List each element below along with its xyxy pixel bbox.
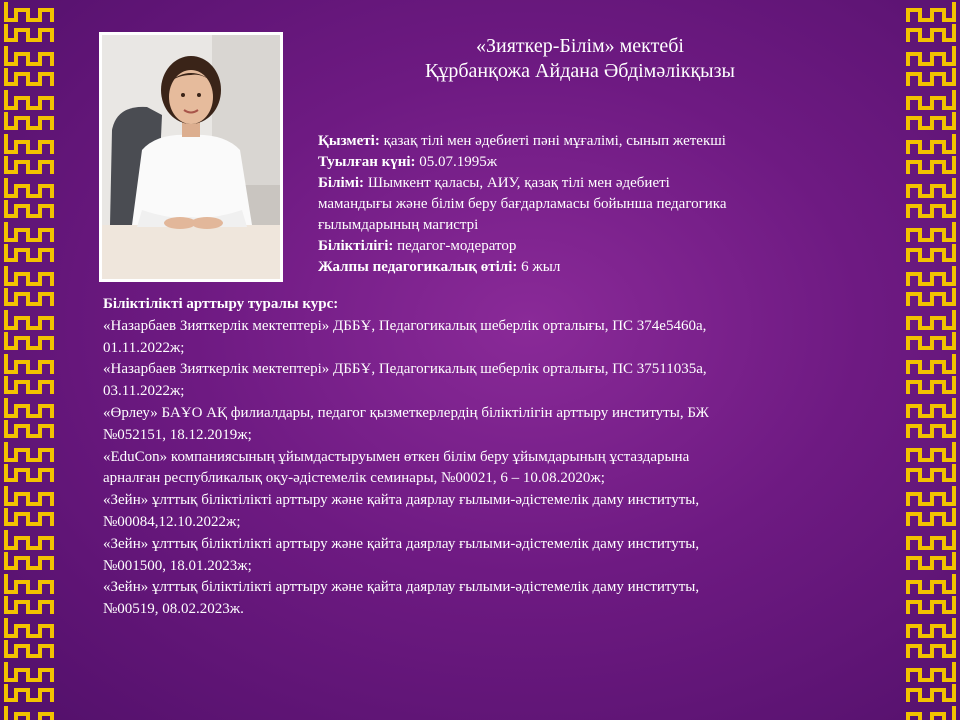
birth-line [318,152,838,173]
course-line: №00519, 08.02.2023ж. [103,601,244,618]
birth-label: Туылған күні: [318,154,416,170]
experience-value: 6 жыл [517,259,561,275]
course-line: 03.11.2022ж; [103,383,185,400]
course-line: «Зейн» ұлттық біліктілікті арттыру және қайта даярлау ғылыми-әдістемелік даму институты, [103,535,700,552]
qualification-value: педагог-модератор [393,238,517,254]
position-value: қазақ тілі мен әдебиеті пәні мұғалімі, сынып жетекші [379,133,726,149]
school-name: «Зияткер-Білім» мектебі [476,35,684,57]
header [330,34,830,84]
experience-label: Жалпы педагогикалық өтілі: [318,259,518,275]
course-line: «Зейн» ұлттық біліктілікті арттыру және қайта даярлау ғылыми-әдістемелік даму институты, [103,579,700,596]
course-line: «Зейн» ұлттық біліктілікті арттыру және қайта даярлау ғылыми-әдістемелік даму институты, [103,492,700,509]
position-line [318,131,838,152]
course-line: №00084,12.10.2022ж; [103,513,241,530]
education-value-1: Шымкент қаласы, АИУ, қазақ тілі мен әдебиеті [364,175,670,191]
right-ornament-border [902,0,960,720]
teacher-info [318,131,838,278]
course-line: «Өрлеу» БАҰО АҚ филиалдары, педагог қызметкерлердің біліктілігін арттыру институты, БЖ [103,404,709,421]
teacher-name: Құрбанқожа Айдана Әбдімәлікқызы [425,60,735,82]
education-value-3: ғылымдарының магистрі [318,217,479,233]
experience-line [318,257,838,278]
photo-frame [99,32,283,282]
education-line [318,173,838,194]
courses-title: Біліктілікті арттыру туралы курс: [103,296,339,312]
course-line: 01.11.2022ж; [103,339,185,356]
course-line: «EduCon» компаниясының ұйымдастыруымен өткен білім беру ұйымдарының ұстаздарына [103,448,690,465]
courses-section [103,294,893,621]
course-line: №001500, 18.01.2023ж; [103,557,252,574]
teacher-portrait-icon [102,35,280,279]
left-ornament-border [0,0,58,720]
education-label: Білімі: [318,175,365,191]
education-value-2: мамандығы және білім беру бағдарламасы бойынша педагогика [318,196,727,212]
course-line: «Назарбаев Зияткерлік мектептері» ДББҰ, Педагогикалық шеберлік орталығы, ПС 37511035а, [103,361,707,378]
birth-value: 05.07.1995ж [415,154,498,170]
qualification-line [318,236,838,257]
course-line: №052151, 18.12.2019ж; [103,426,252,443]
position-label: Қызметі: [318,133,380,149]
qualification-label: Біліктілігі: [318,238,394,254]
course-line: арналған республикалық оқу-әдістемелік семинары, №00021, 6 – 10.08.2020ж; [103,470,605,487]
course-line: «Назарбаев Зияткерлік мектептері» ДББҰ, Педагогикалық шеберлік орталығы, ПС 374е5460а, [103,317,707,334]
